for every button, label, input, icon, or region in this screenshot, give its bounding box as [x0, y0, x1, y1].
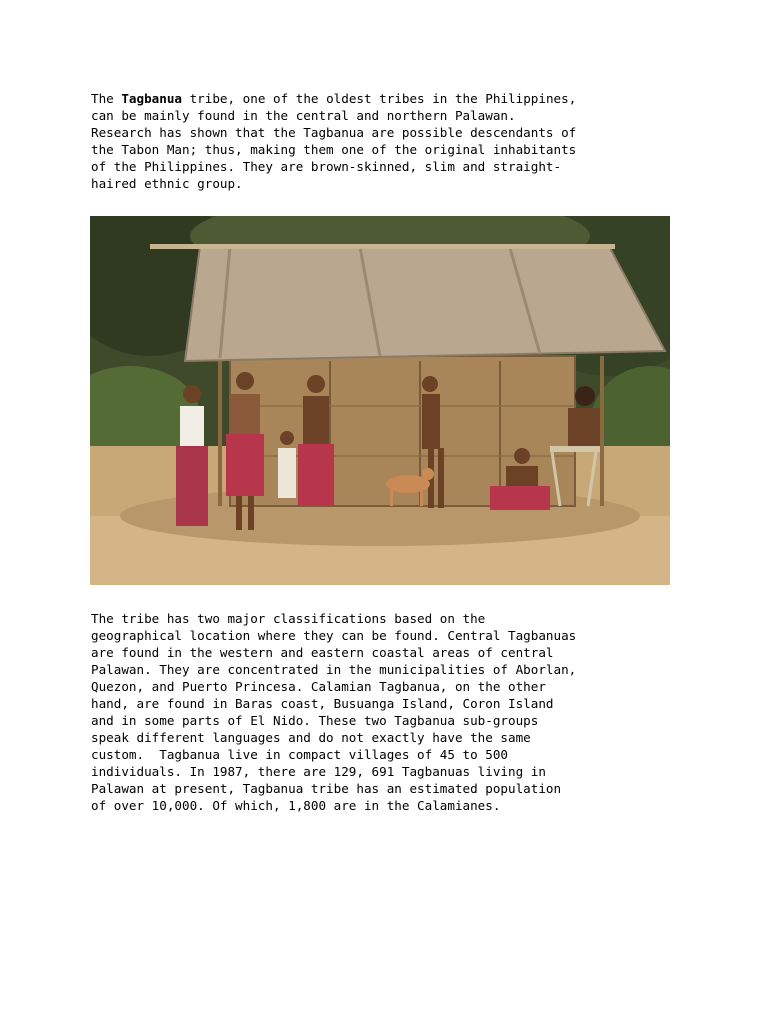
intro-body: tribe, one of the oldest tribes in the Philippines, can be mainly found in the central and northern Palawan. Research has shown that the Tagbanua are possible descendants of the Tabon Man; thus, making them one of the original inhabitants of the Philippines. They are brown-skinned, slim and straight- haired ethnic group.	[91, 91, 577, 191]
tagbanua-village-photo	[90, 216, 670, 585]
intro-paragraph	[91, 90, 681, 192]
tribe-name-bold: Tagbanua	[121, 91, 183, 106]
intro-prefix: The	[91, 91, 122, 106]
classification-paragraph: The tribe has two major classifications based on the geographical location where they can be found. Central Tagbanuas are found in the western and eastern coastal areas of central Palawan. They are concentrated in the municipalities of Aborlan, Quezon, and Puerto Princesa. Calamian Tagbanua, on the other hand, are found in Baras coast, Busuanga Island, Coron Island and in some parts of El Nido. These two Tagbanua sub-groups speak different languages and do not exactly have the same custom. Tagbanua live in compact villages of 45 to 500 individuals. In 1987, there are 129, 691 Tagbanuas living in Palawan at present, Tagbanua tribe has an estimated population of over 10,000. Of which, 1,800 are in the Calamianes.	[91, 611, 577, 813]
